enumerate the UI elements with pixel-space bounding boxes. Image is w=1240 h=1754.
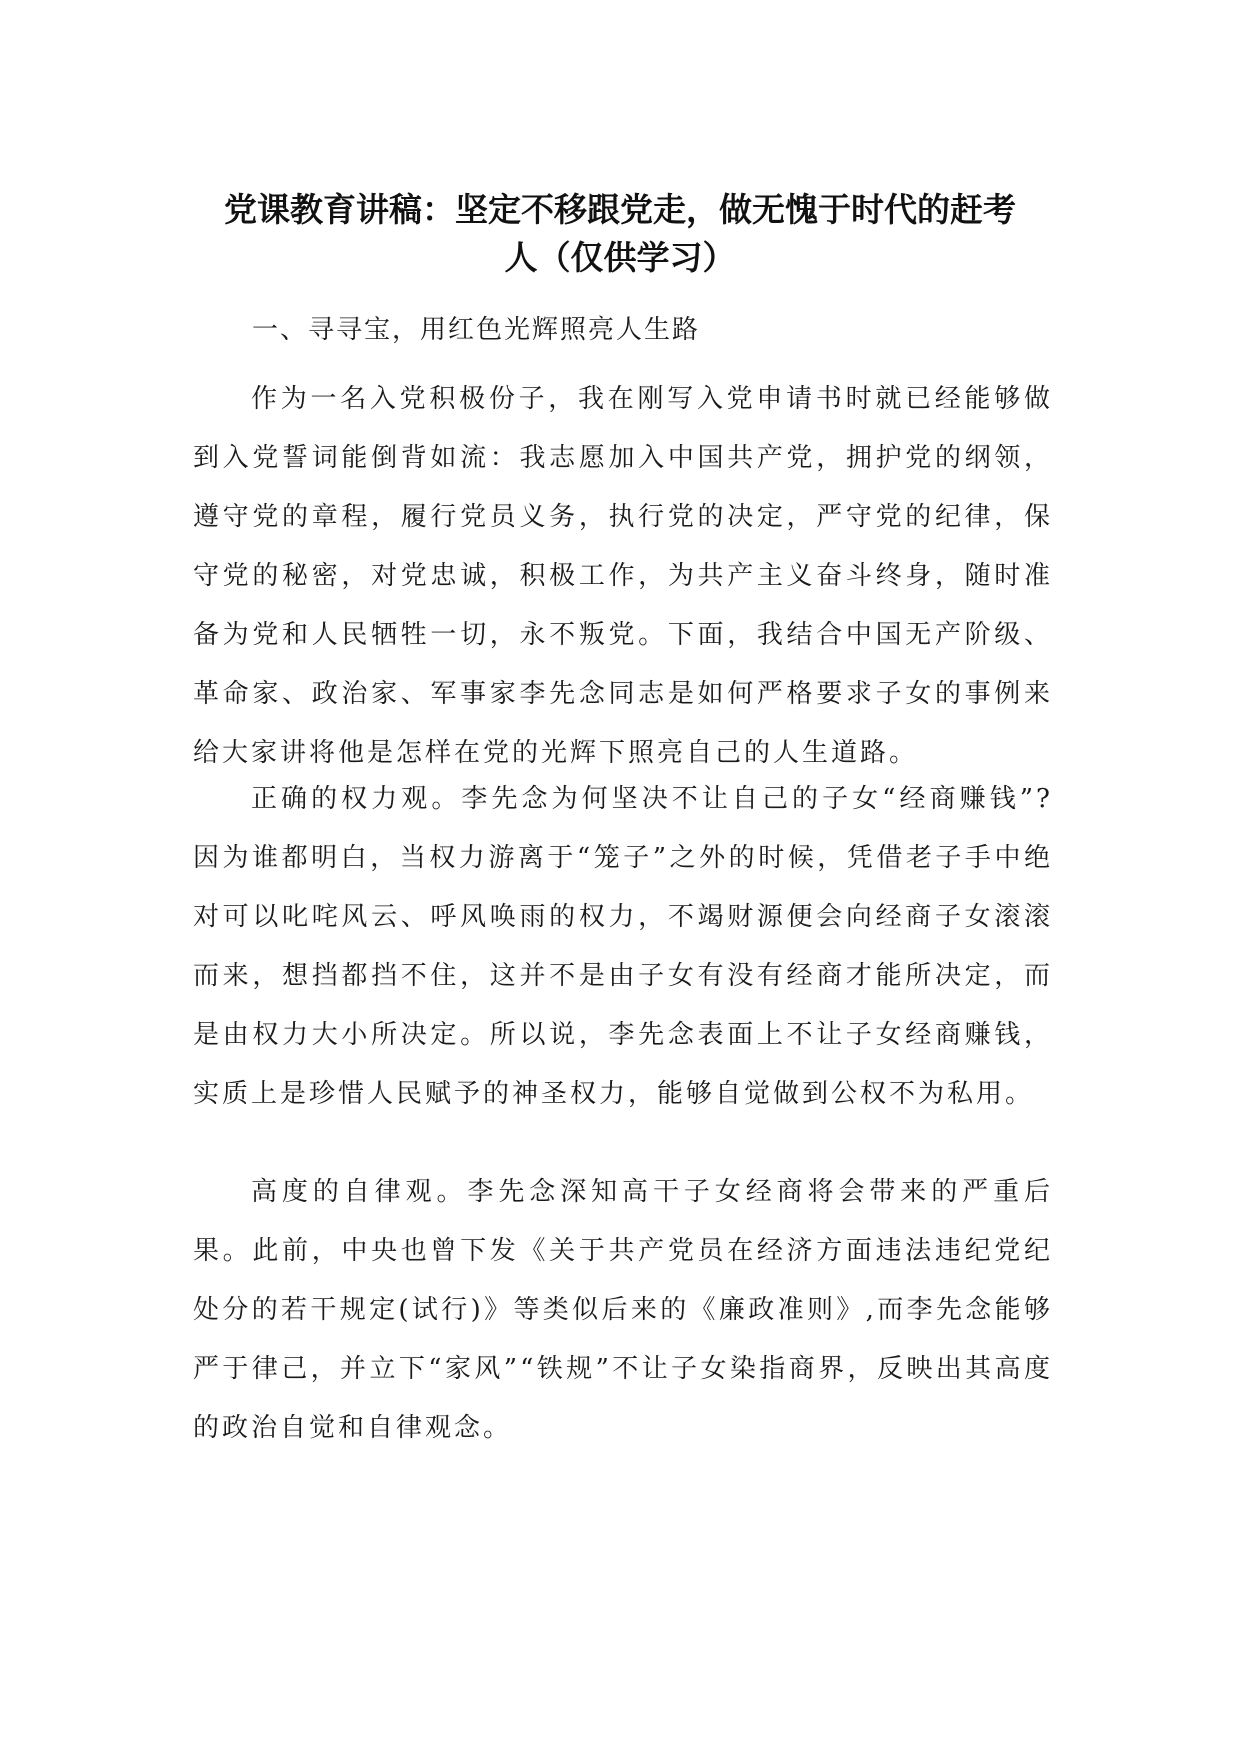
- paragraph-oath: 作为一名入党积极份子，我在刚写入党申请书时就已经能够做到入党誓词能倒背如流：我志愿加入中国共产党，拥护党的纲领，遵守党的章程，履行党员义务，执行党的决定，严守党的纪律，保守党的秘密，对党忠诚，积极工作，为共产主义奋斗终身，随时准备为党和人民牺牲一切，永不叛党。下面，我结合中国无产阶级、革命家、政治家、军事家李先念同志是如何严格要求子女的事例来给大家讲将他是怎样在党的光辉下照亮自己的人生道路。: [193, 384, 1053, 768]
- document-title: [190, 186, 1050, 282]
- section-heading: 一、寻寻宝，用红色光辉照亮人生路: [252, 315, 701, 345]
- title-line-1: 党课教育讲稿：坚定不移跟党走，做无愧于时代的赶考: [224, 190, 1016, 229]
- title-line-2: 人（仅供学习）: [504, 238, 736, 277]
- paragraph-power-view: 正确的权力观。李先念为何坚决不让自己的子女“经商赚钱”?因为谁都明白，当权力游离于“笼子”之外的时候，凭借老子手中绝对可以叱咤风云、呼风唤雨的权力，不竭财源便会向经商子女滚滚而来，想挡都挡不住，这并不是由子女有没有经商才能所决定，而是由权力大小所决定。所以说，李先念表面上不让子女经商赚钱，实质上是珍惜人民赋予的神圣权力，能够自觉做到公权不为私用。: [193, 784, 1053, 1109]
- paragraph-self-discipline: 高度的自律观。李先念深知高干子女经商将会带来的严重后果。此前，中央也曾下发《关于共产党员在经济方面违法违纪党纪处分的若干规定(试行)》等类似后来的《廉政准则》,而李先念能够严于律己，并立下“家风”“铁规”不让子女染指商界，反映出其高度的政治自觉和自律观念。: [193, 1177, 1053, 1443]
